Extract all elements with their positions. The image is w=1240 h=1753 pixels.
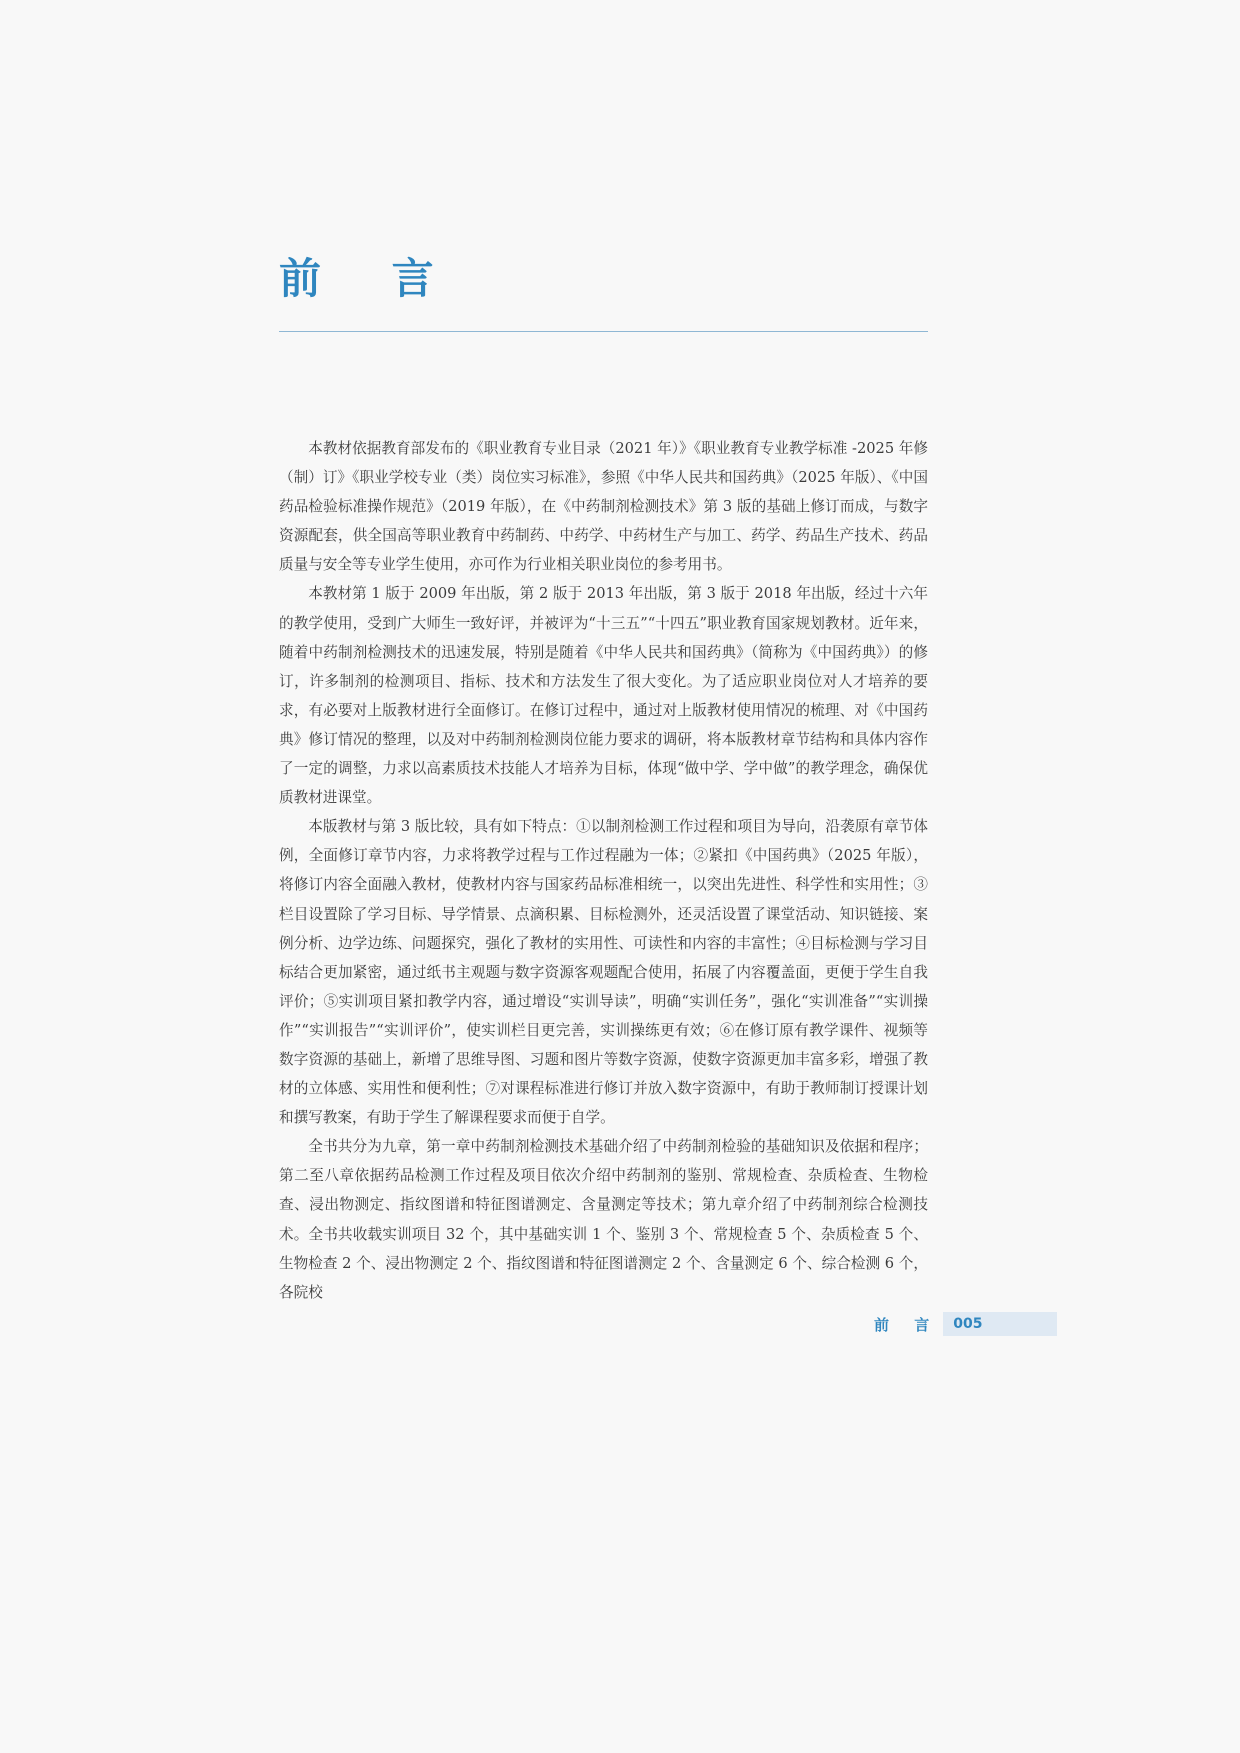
footer-section-label: 前 言 bbox=[874, 1315, 940, 1334]
page-number: 005 bbox=[943, 1312, 1057, 1336]
body-text bbox=[279, 434, 928, 1307]
paragraph-1: 本教材依据教育部发布的《职业教育专业目录（2021 年）》《职业教育专业教学标准 -2025 年修（制）订》《职业学校专业（类）岗位实习标准》，参照《中华人民共和国药典》（2025 年版）、《中国药品检验标准操作规范》（2019 年版），在《中药制剂检测技术》第 3 版的基础上修订而成，与数字资源配套，供全国高等职业教育中药制药、中药学、中药材生产与加工、药学、药品生产技术、药品质量与安全等专业学生使用，亦可作为行业相关职业岗位的参考用书。 bbox=[279, 440, 928, 574]
paragraph-4: 全书共分为九章，第一章中药制剂检测技术基础介绍了中药制剂检验的基础知识及依据和程序；第二至八章依据药品检测工作过程及项目依次介绍中药制剂的鉴别、常规检查、杂质检查、生物检查、浸出物测定、指纹图谱和特征图谱测定、含量测定等技术；第九章介绍了中药制剂综合检测技术。全书共收载实训项目 32 个，其中基础实训 1 个、鉴别 3 个、常规检查 5 个、杂质检查 5 个、生物检查 2 个、浸出物测定 2 个、指纹图谱和特征图谱测定 2 个、含量测定 6 个、综合检测 6 个，各院校 bbox=[279, 1138, 928, 1301]
page-title: 前 言 bbox=[279, 254, 462, 303]
title-divider bbox=[279, 331, 928, 332]
paragraph-3: 本版教材与第 3 版比较，具有如下特点：①以制剂检测工作过程和项目为导向，沿袭原有章节体例，全面修订章节内容，力求将教学过程与工作过程融为一体；②紧扣《中国药典》（2025 年版），将修订内容全面融入教材，使教材内容与国家药品标准相统一，以突出先进性、科学性和实用性；③栏目设置除了学习目标、导学情景、点滴积累、目标检测外，还灵活设置了课堂活动、知识链接、案例分析、边学边练、问题探究，强化了教材的实用性、可读性和内容的丰富性；④目标检测与学习目标结合更加紧密，通过纸书主观题与数字资源客观题配合使用，拓展了内容覆盖面，更便于学生自我评价；⑤实训项目紧扣教学内容，通过增设“实训导读”，明确“实训任务”，强化“实训准备”“实训操作”“实训报告”“实训评价”，使实训栏目更完善，实训操练更有效；⑥在修订原有教学课件、视频等数字资源的基础上，新增了思维导图、习题和图片等数字资源，使数字资源更加丰富多彩，增强了教材的立体感、实用性和便利性；⑦对课程标准进行修订并放入数字资源中，有助于教师制订授课计划和撰写教案，有助于学生了解课程要求而便于自学。 bbox=[279, 818, 928, 1127]
page-footer bbox=[874, 1312, 1057, 1336]
paragraph-2: 本教材第 1 版于 2009 年出版，第 2 版于 2013 年出版，第 3 版于 2018 年出版，经过十六年的教学使用，受到广大师生一致好评，并被评为“十三五”“十四五”职业教育国家规划教材。近年来，随着中药制剂检测技术的迅速发展，特别是随着《中华人民共和国药典》（简称为《中国药典》）的修订，许多制剂的检测项目、指标、技术和方法发生了很大变化。为了适应职业岗位对人才培养的要求，有必要对上版教材进行全面修订。在修订过程中，通过对上版教材使用情况的梳理、对《中国药典》修订情况的整理，以及对中药制剂检测岗位能力要求的调研，将本版教材章节结构和具体内容作了一定的调整，力求以高素质技术技能人才培养为目标，体现“做中学、学中做”的教学理念，确保优质教材进课堂。 bbox=[279, 585, 928, 807]
